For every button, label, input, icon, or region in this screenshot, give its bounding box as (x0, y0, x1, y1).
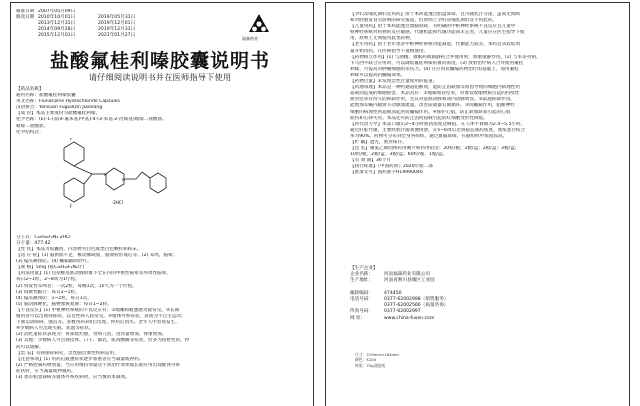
manufacturer-info (350, 266, 550, 322)
date-row: 2013年12月31日 2019年12月01日 (38, 21, 136, 27)
text-line: 损伤和心律失常。本品还可防止因钙超载引起的红细胞变形性降低。 (350, 115, 488, 121)
svg-text:F: F (70, 138, 73, 142)
mfg-row: 网 址： www.china-fusen.com (350, 315, 435, 321)
date-row: 修改日期 2010年10月01日 2019年05月31日 (16, 15, 136, 21)
text-line: 【有 效 期】36个月 (350, 158, 391, 164)
text-line: 【批准文号】国药准字H19990046 (350, 170, 423, 176)
text-line: 【药物相互作用】(1) 与酒精、催眠药或镇静药合并使用时，加重镇静作用。(2) 与苯妥英钠、 (350, 54, 541, 60)
text-line: (2) 特发性耳鸣者：一次2粒，每晚1次，10天为一个疗程。 (16, 283, 137, 289)
mfg-row: 传真号码： 0377-62002997 (350, 309, 421, 315)
text-line: 枢神经系统对药物的反应敏感，代谢机能和代谢功能尚未完善，儿童应在医生指导下使 (350, 30, 525, 36)
mfg-row: 0377-62002566（质量咨询） (384, 303, 449, 309)
text-line: (2) 严格控制药物剂量，当应用维持剂量达不到治疗效果或长期应用出现锥体外系 (16, 362, 181, 368)
text-line: 【注意事项】(1) 用药后疲惫症状逐步加重者应当减量或停药。 (16, 356, 144, 362)
text-line: 【执行标准】《中国药典》2020年版二部 (350, 164, 433, 170)
text-line: 超载而造成的细胞损害。本品具有：①缓解血管痉挛，对血管收缩物质引起的持续性 (350, 91, 520, 97)
text-line: 10粒/板，2板/盒，3板/盒；60粒/瓶，1瓶/盒。 (350, 152, 448, 158)
text-line: 【包 装】聚氯乙烯固体药用硬片和药用铝箔：20粒/板；1板/盒；2板/盒；3板/盒； (350, 146, 520, 152)
mfg-row: 电话号码： 0377-62002998（销售服务） (350, 297, 449, 303)
text-line: 卡马西平联合应用时，可以降低氟桂利嗪的血药浓度。(3) 放射治疗病人合并使用氟桂 (350, 60, 524, 66)
document-title: 盐酸氟桂利嗪胶囊说明书 (49, 50, 270, 72)
formula-block (16, 235, 306, 247)
text-line: ④少数病人可出现失眠、焦虑等症状。 (16, 326, 94, 332)
mfg-row: 生产地址： 河南省淅川县城区工业园 (350, 278, 435, 284)
mfg-row: 企业名称： 河南福森药业有限公司 (350, 272, 430, 278)
text-line: 【老年用药】由于老年患者中枢神经系统功能减退，代谢能力较差，本药宜从较低剂 (350, 42, 520, 48)
text-line: 下颌运动障碍、强直等。多数用药3周后出现，停药后消失。老年人中容易发生。 (16, 320, 180, 326)
text-line: (3) 间歇性跛行：每日2~1粒。 (16, 289, 80, 295)
molecular-formula: 分子式：C₂₆H₂₆F₂N₂·2HCl (16, 235, 71, 240)
text-line: 【药理毒理】本品是一种钙通道阻断剂，能防止因缺血等原因导致的细胞内病理性钙 (350, 85, 520, 91)
svg-text:N: N (104, 173, 107, 177)
svg-text:N: N (122, 178, 125, 182)
chemical-name-line: 化学名称：(E)-1-[双(4-氟苯基)甲基]-4-(3-苯基-2-丙烯基)哌嗪二盐酸盐。 (16, 117, 167, 123)
text-line: 【儿童用药】由于本药能透过血脑屏障，有明确的中枢神经系统不良反应且儿童中 (350, 24, 516, 30)
section-heading: 【药品名称】 (16, 87, 44, 92)
text-line: 利嗪可以提高抗癫痫效果。 (350, 72, 406, 78)
text-line: (3) 其他：少数病人可出现皮疹、口干、溢乳、肌肉酸痛等症状，但多为短暂性的，停 (16, 338, 190, 344)
text-line: 血管痉挛有持久的抑制作用，尤其对基底动脉和颈内动脉明显。②前庭抑制作用， (350, 97, 515, 103)
text-line: 【药代动力学】本品口服后2~4小时血药浓度达峰值。在人体半衰期为2.4~5.5小时。 (350, 121, 526, 127)
text-line: (5) 脑动脉硬化，脑梗塞恢复期：每日1~2粒。 (16, 301, 112, 307)
structure-label: 化学结构式： (16, 129, 44, 135)
text-line: 和对胚胎发育有影响的研究报道，但原则上孕妇及哺乳期妇女不用此药。 (350, 18, 498, 24)
text-line: 通过肝脏代谢，主要经胆汁随粪便排泄，在5~6周后达到稳态血药浓度。血浆蛋白结合 (350, 127, 526, 133)
company-logo-icon (248, 13, 270, 35)
left-lower-sections (16, 247, 306, 381)
drug-name-line: 英文名称：Flunarizine Hydrochloride Capsules (16, 99, 120, 105)
composition-line: 【成 份】本品主要成份为盐酸氟桂利嗪。 (16, 111, 101, 117)
print-spec-line: 尺寸：215mm×184mm (355, 352, 399, 357)
text-line: 【用法用量】(1) 包括椎基底动脉供血不全在内的中枢性眩晕及外周性眩晕， (16, 271, 171, 277)
text-line: 药可以缓解。 (16, 344, 44, 350)
text-line: (2) 消化道症状表现为：胃部烧灼感，胃纳亢进，进食量增加，体重增加。 (16, 332, 167, 338)
mfg-row: 邮政编码： 474450 (350, 290, 402, 296)
text-line: 【药物过量】未发现急性过量使用的报道。 (350, 79, 438, 85)
text-line: (3) 患有帕金森病等锥体外系疾病时，应当慎用本制剂。 (16, 374, 130, 380)
text-line: 率为90%。药物可分布到全身各组织，通过血脑屏障，在脑组织中浓度较高。 (350, 133, 508, 139)
text-line: 利嗪，可提高对肿瘤细胞的杀伤力。(4) 在应用抗癫痫药物治疗的基础上，加用氟桂 (350, 66, 519, 72)
text-line: 能增加耳蜗内辐射小动脉血流量，改善前庭器官微循环。③抗癫痫作用，阻断神经 (350, 103, 515, 109)
print-spec-line: 材质：70g双胶纸 (355, 362, 386, 368)
chemical-name-line: 哌嗪二盐酸盐。 (16, 123, 49, 129)
print-spec-line: 颜色：K100 (355, 357, 377, 363)
date-row: 2015年12月01日 2021年01月27日 (38, 33, 136, 39)
print-spec (355, 352, 475, 368)
text-line: 【禁 忌】有抑郁症病史，急性脑出血性疾病忌用。 (16, 350, 119, 356)
left-body (16, 87, 306, 136)
text-line: 用，原则上无须使用此类药物。 (350, 36, 415, 42)
svg-text:·2HCl: ·2HCl (112, 200, 123, 205)
text-line: 【贮 藏】遮光，密封保存。 (350, 139, 407, 145)
revision-dates (16, 9, 158, 39)
date-row: 核准日期 2007年05月09日 (16, 9, 76, 14)
chemical-structure-diagram (52, 138, 172, 230)
text-line: (4) 偏头痛预防：1~2粒，每日1次。 (16, 295, 92, 301)
svg-text:F: F (70, 204, 73, 209)
text-line: 【规 格】5mg (按C₂₆H₂₆F₂N₂计) (16, 265, 85, 271)
text-line: 【性 状】本品为胶囊剂，内容物为白色或类白色颗粒和粉末。 (16, 247, 142, 252)
molecular-weight: 分子量：477.42 (16, 241, 51, 247)
text-line: 【不良反应】(1) 中枢神经系统的不良反应有：①嗜睡和疲惫感为最常见。②长期 (16, 307, 180, 313)
text-line: 量开始用药，在医师指导下谨慎使用。 (350, 48, 429, 54)
text-line: (3) 偏头痛预防。(4) 癫痫辅助治疗。 (16, 259, 92, 265)
section-heading: 【生产企业】 (350, 266, 378, 271)
text-line: 每日2~1粒，2~8周为1疗程。 (16, 277, 80, 283)
logo-text: 福森药业 (242, 36, 258, 41)
right-body (350, 12, 630, 177)
text-line: 细胞的病理性钙超载而起到抗癫痫作用。④保护心肌，防止缺血缺氧引起的心肌 (350, 109, 511, 115)
drug-name-line: 通用名称：盐酸氟桂利嗪胶囊 (16, 93, 76, 99)
drug-name-line: 汉语拼音：Yansuan Fuguilizin Jiaonang (16, 105, 103, 111)
text-line: 服用者可以出现抑郁症，以女性病人较常见。③锥体外系症状，表现为不自主运动、 (16, 314, 186, 320)
document-subtitle: 请仔细阅读说明书并在医师指导下使用 (88, 72, 232, 82)
text-line: 症状时，应当减量或停服药。 (16, 368, 76, 374)
text-line: 【孕妇及哺乳期妇女用药】由于本药能透过胎盘屏障，且可随乳汁分泌，虽尚无致畸 (350, 12, 520, 17)
text-line: 【适 应 症】(1) 脑供血不足，椎动脉缺血，脑血栓形成后等。(2) 耳鸣，脑晕。 (16, 253, 178, 259)
date-row: 2014年09月28日 2019年12月31日 (38, 27, 136, 33)
